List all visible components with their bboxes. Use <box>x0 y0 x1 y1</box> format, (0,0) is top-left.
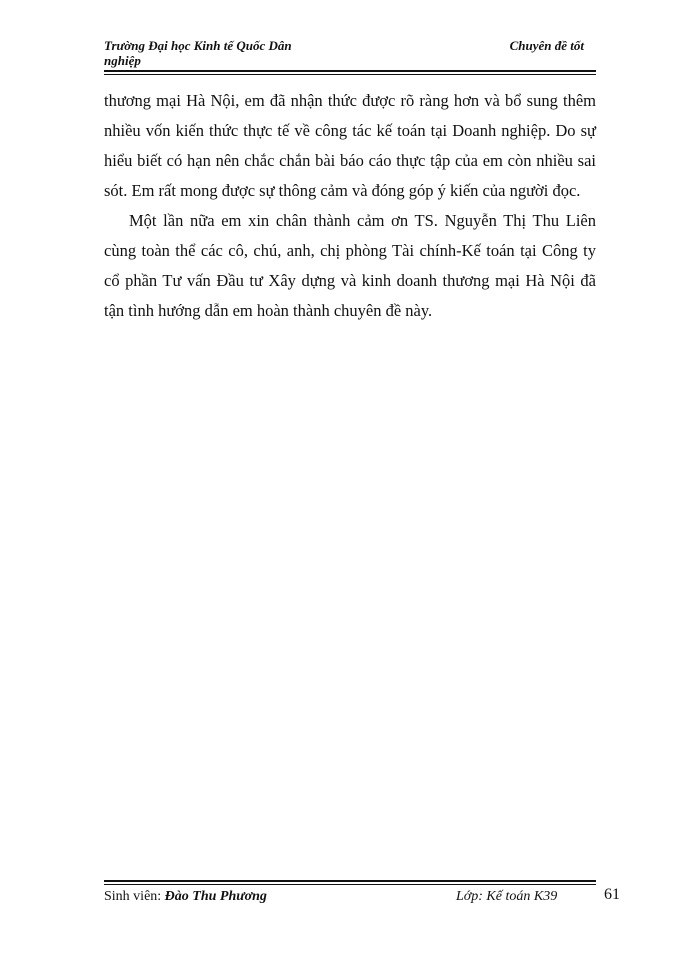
student-label: Sinh viên: <box>104 889 162 904</box>
header-school-line1: Trường Đại học Kinh tế Quốc Dân <box>104 38 292 53</box>
header-school <box>104 38 292 68</box>
header-divider-thin <box>104 74 596 75</box>
page-footer <box>104 888 624 910</box>
body-text <box>104 86 596 326</box>
header-divider-thick <box>104 70 596 72</box>
student-name: Đào Thu Phương <box>164 889 267 904</box>
paragraph-1: thương mại Hà Nội, em đã nhận thức được rõ ràng hơn và bổ sung thêm nhiều vốn kiến thức thực tế về công tác kế toán tại Doanh nghiệp. Do sự hiểu biết có hạn nên chắc chắn bài báo cáo thực tập của em còn nhiều sai sót. Em rất mong được sự thông cảm và đóng góp ý kiến của người đọc. <box>104 91 596 200</box>
footer-student <box>104 888 267 906</box>
paragraph-2: Một lần nữa em xin chân thành cảm ơn TS. Nguyễn Thị Thu Liên cùng toàn thể các cô, chú, anh, chị phòng Tài chính-Kế toán tại Công ty cổ phần Tư vấn Đầu tư Xây dựng và kinh doanh thương mại Hà Nội đã tận tình hướng dẫn em hoàn thành chuyên đề này. <box>104 211 596 320</box>
page-header <box>104 38 596 74</box>
footer-divider-thick <box>104 880 596 882</box>
footer-class: Lớp: Kế toán K39 <box>456 889 558 904</box>
page-number: 61 <box>604 886 620 903</box>
header-school-line2: nghiệp <box>104 53 141 68</box>
header-doc-type: Chuyên đề tốt <box>509 38 584 53</box>
footer-divider-thin <box>104 884 596 885</box>
